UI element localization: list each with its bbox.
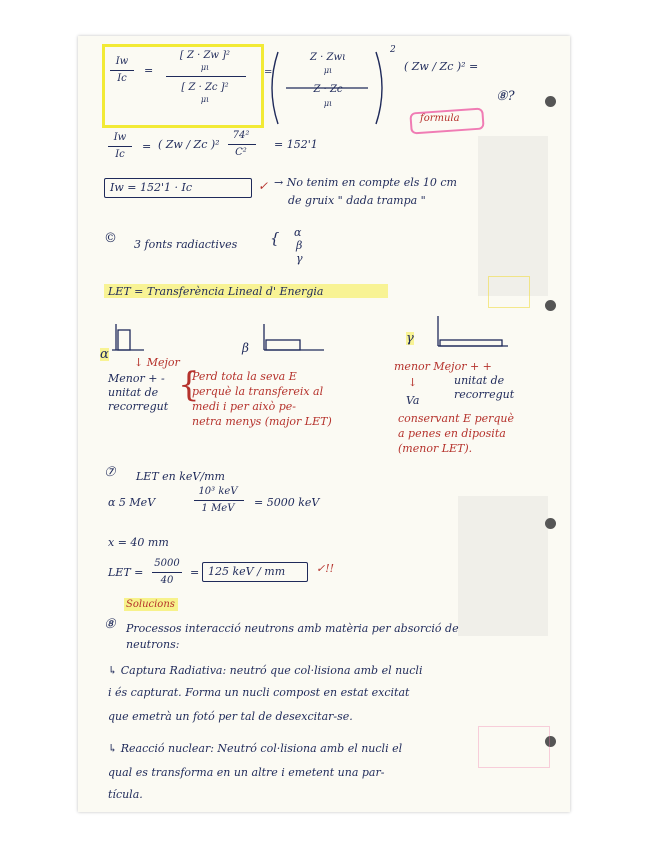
eq2-numerator: 74²: [232, 130, 250, 141]
eq1-right-numerator: Z · Zwι: [310, 52, 346, 63]
fraction-bar: [166, 76, 246, 77]
equals-sign: =: [190, 566, 200, 579]
eq2-result: = 152'1: [274, 138, 318, 151]
section-marker: ⑧: [104, 617, 116, 632]
gamma-line: a penes en diposita: [398, 427, 506, 440]
alpha-range-diagram: [108, 320, 148, 354]
gamma-symbol: γ: [406, 331, 414, 346]
eq1-right-numerator-sub: μι: [323, 66, 333, 75]
alpha-right-line: perquè la transfereix al: [192, 385, 324, 398]
capture-line: ↳ Captura Radiativa: neutró que col·lisiona amb el nucli: [108, 664, 423, 677]
equals-sign: =: [142, 140, 152, 153]
section-title-line: Processos interacció neutrons amb matèria per absorció de: [126, 622, 459, 635]
brace: {: [178, 365, 200, 405]
equals-sign: =: [144, 64, 154, 77]
alpha-label: α: [294, 226, 302, 239]
fraction-bar: [108, 146, 132, 147]
down-arrow: ↓: [408, 376, 418, 389]
eq1-right-denominator: Z · Zc: [313, 84, 343, 95]
gamma-range-diagram: [432, 312, 512, 352]
fraction-bar: [194, 500, 244, 501]
bleed-through-highlight: [478, 726, 550, 768]
gamma-line: recorregut: [454, 388, 515, 401]
question-marker: ⑧?: [496, 89, 515, 104]
binder-hole: [545, 300, 556, 311]
conversion-denominator: 1 MeV: [201, 503, 235, 514]
alpha-energy: α 5 MeV: [108, 496, 156, 509]
bleed-through-highlight: [488, 276, 530, 308]
eq2-lhs-numerator: Iw: [113, 132, 127, 143]
let-lhs: LET =: [108, 566, 144, 579]
formula-tag: formula: [420, 113, 460, 124]
eq2-lhs-denominator: Ic: [115, 149, 125, 160]
note-line: de gruix " dada trampa ": [288, 194, 426, 207]
alpha-left-line: recorregut: [108, 400, 169, 413]
section-marker: ©: [104, 231, 117, 246]
section-marker: ⑦: [104, 465, 116, 480]
brace: {: [270, 229, 280, 247]
eq1-exponent: 2: [390, 45, 396, 55]
gamma-line: menor Mejor + +: [394, 360, 492, 373]
eq1-result: ( Zw / Zc )² =: [404, 60, 479, 73]
sources-text: 3 fonts radiactives: [134, 238, 238, 251]
tick-mark: ✓: [258, 179, 269, 193]
let-units-header: LET en keV/mm: [136, 470, 225, 483]
eq1-mid-numerator-sub: μι: [200, 63, 210, 72]
alpha-right-line: Perd tota la seva E: [192, 370, 297, 383]
solutions-tag: Solucions: [126, 599, 175, 610]
note-line: → No tenim en compte els 10 cm: [274, 176, 457, 189]
beta-symbol: β: [242, 341, 249, 355]
notebook-page: [78, 36, 570, 812]
fraction-bar: [152, 572, 182, 573]
eq1-mid-denominator-sub: μι: [200, 95, 210, 104]
gamma-line: conservant E perquè: [398, 412, 515, 425]
let-denominator: 40: [160, 575, 174, 586]
let-numerator: 5000: [154, 558, 180, 569]
eq1-lhs-denominator: Ic: [117, 73, 127, 84]
bleed-through: [478, 136, 548, 296]
alpha-mejor: ↓ Mejor: [134, 356, 180, 369]
fraction-bar: [228, 144, 256, 145]
eq2-ratio: ( Zw / Zc )²: [158, 138, 220, 151]
eq1-mid-denominator: [ Z · Zc ]²: [181, 82, 229, 93]
eq1-right-denominator-sub: μι: [323, 99, 333, 108]
alpha-right-line: medi i per això pe-: [192, 400, 296, 413]
alpha-left-line: unitat de: [108, 386, 159, 399]
gamma-label: γ: [296, 252, 303, 265]
capture-line: i és capturat. Forma un nucli compost en estat excitat: [108, 686, 410, 699]
eq1-mid-numerator: [ Z · Zw ]²: [179, 50, 231, 61]
conversion-result: = 5000 keV: [254, 496, 320, 509]
gamma-line: unitat de: [454, 374, 505, 387]
equals-sign: =: [264, 67, 273, 78]
reaction-line: ↳ Reacció nuclear: Neutró col·lisiona amb el nucli el: [108, 742, 403, 755]
alpha-right-line: netra menys (major LET): [192, 415, 332, 428]
binder-hole: [545, 96, 556, 107]
conversion-numerator: 10³ keV: [198, 486, 238, 497]
fraction-bar: [110, 70, 134, 71]
gamma-va: Va: [406, 394, 420, 407]
range-value: x = 40 mm: [108, 536, 169, 549]
alpha-symbol: α: [100, 347, 109, 362]
reaction-line: tícula.: [108, 788, 143, 801]
gamma-line: (menor LET).: [398, 442, 473, 455]
let-definition: LET = Transferència Lineal d' Energia: [108, 285, 324, 298]
boxed-result: Iw = 152'1 · Ic: [110, 181, 192, 194]
alpha-left-line: Menor + -: [108, 372, 165, 385]
beta-label: β: [296, 239, 303, 252]
capture-line: que emetrà un fotó per tal de desexcitar-se.: [108, 710, 353, 723]
let-result: 125 keV / mm: [208, 565, 286, 578]
section-title-line: neutrons:: [126, 638, 180, 651]
reaction-line: qual es transforma en un altre i emetent una par-: [108, 766, 385, 779]
beta-range-diagram: [258, 320, 328, 354]
eq1-lhs-numerator: Iw: [115, 56, 129, 67]
bleed-through: [458, 496, 548, 636]
tick-mark: ✓!!: [316, 562, 335, 575]
eq2-denominator: C²: [235, 147, 247, 158]
